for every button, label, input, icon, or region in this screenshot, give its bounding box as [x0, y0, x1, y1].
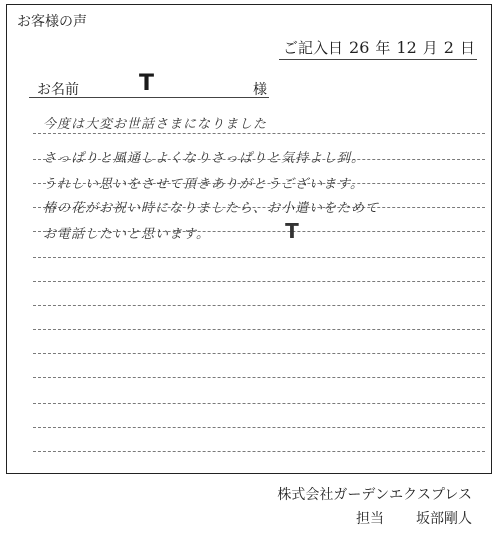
company-name: 株式会社ガーデンエクスプレス — [277, 487, 472, 503]
date-day: 2 — [443, 38, 454, 57]
date-label: ご記入日 — [283, 39, 344, 57]
form-title: お客様の声 — [17, 14, 87, 30]
ruled-line — [33, 403, 485, 404]
honorific: 様 — [253, 82, 267, 98]
handwriting-line-1: 今度は大変お世話さまになりました — [43, 117, 268, 132]
handwriting-line-4 — [43, 197, 379, 216]
handwriting-line-5 — [43, 219, 300, 243]
staff-name: 坂部剛人 — [416, 511, 472, 527]
customer-initial: T — [139, 71, 155, 96]
date-month: 12 — [396, 38, 417, 57]
ruled-line — [33, 281, 485, 282]
handwriting-line-3: うれしい思いをさせて頂きありがとうございます。 — [43, 177, 364, 192]
handwriting-line-4-text: 椿の花がお祝い時になりましたら、お小遣いをためて — [43, 201, 380, 216]
ruled-line — [33, 427, 485, 428]
date-year-unit: 年 — [375, 39, 391, 57]
customer-name-field — [29, 71, 269, 98]
inline-initial: T — [285, 219, 300, 243]
staff-role: 担当 — [356, 511, 384, 527]
ruled-line — [33, 377, 485, 378]
staff-row — [277, 508, 472, 528]
ruled-line — [33, 257, 485, 258]
date-field — [279, 37, 477, 60]
ruled-line — [33, 305, 485, 306]
date-year: 26 — [349, 38, 370, 57]
handwriting-line-2: さっぱりと風通しよくなりさっぱりと気持よし到。 — [43, 151, 366, 166]
ruled-line — [33, 353, 485, 354]
handwriting-line-5-text: お電話したいと思います。 — [43, 227, 210, 242]
ruled-line — [33, 329, 485, 330]
ruled-line — [33, 451, 485, 452]
date-day-unit: 日 — [459, 39, 475, 57]
ruled-line — [33, 133, 485, 134]
testimonial-card — [6, 4, 492, 474]
date-month-unit: 月 — [422, 39, 438, 57]
name-label: お名前 — [37, 82, 79, 98]
footer — [277, 484, 472, 528]
